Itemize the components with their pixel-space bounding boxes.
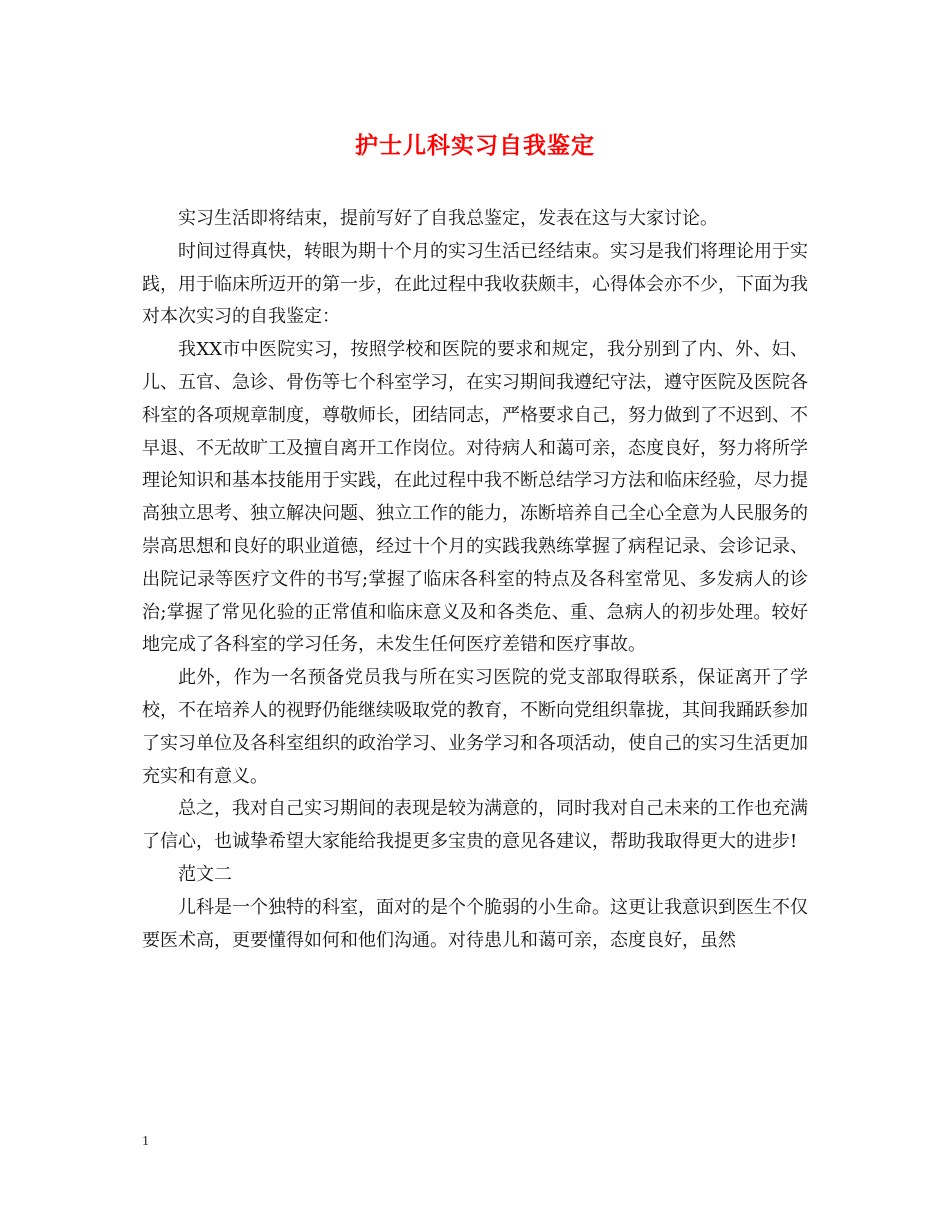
section-heading-sample-two: 范文二 (178, 863, 232, 885)
paragraph-pediatrics: 儿科是一个独特的科室，面对的是个个脆弱的小生命。这更让我意识到医生不仅要医术高，更要懂得如何和他们沟通。对待患儿和蔼可亲，态度良好，虽然 (142, 896, 808, 951)
page-number: 1 (142, 1134, 149, 1149)
paragraph-internship: 我XX市中医院实习，按照学校和医院的要求和规定，我分别到了内、外、妇、儿、五官、急诊、骨伤等七个科室学习，在实习期间我遵纪守法，遵守医院及医院各科室的各项规章制度，尊敬师长，团结同志，严格要求自己，努力做到了不迟到、不早退、不无故旷工及擅自离开工作岗位。对待病人和蔼可亲，态度良好，努力将所学理论知识和基本技能用于实践，在此过程中我不断总结学习方法和临床经验，尽力提高独立思考、独立解决问题、独立工作的能力，冻断培养自己全心全意为人民服务的崇高思想和良好的职业道德，经过十个月的实践我熟练掌握了病程记录、会诊记录、出院记录等医疗文件的书写;掌握了临床各科室的特点及各科室常见、多发病人的诊治;掌握了常见化验的正常值和临床意义及和各类危、重、急病人的初步处理。较好地完成了各科室的学习任务，未发生任何医疗差错和医疗事故。 (142, 339, 808, 656)
paragraph-summary: 总之，我对自己实习期间的表现是较为满意的，同时我对自己未来的工作也充满了信心，也诚挚希望大家能给我提更多宝贵的意见各建议，帮助我取得更大的进步! (142, 798, 808, 853)
paragraph-time: 时间过得真快，转眼为期十个月的实习生活已经结束。实习是我们将理论用于实践，用于临床所迈开的第一步，在此过程中我收获颇丰，心得体会亦不少，下面为我对本次实习的自我鉴定： (142, 240, 808, 328)
paragraph-intro: 实习生活即将结束，提前写好了自我总鉴定，发表在这与大家讨论。 (178, 208, 718, 229)
paragraph-party: 此外，作为一名预备党员我与所在实习医院的党支部取得联系，保证离开了学校，不在培养人的视野仍能继续吸取党的教育，不断向党组织靠拢，其间我踊跃参加了实习单位及各科室组织的政治学习、业务学习和各项活动，使自己的实习生活更加充实和有意义。 (142, 667, 808, 787)
document-body (142, 203, 808, 957)
document-title: 护士儿科实习自我鉴定 (355, 132, 595, 159)
